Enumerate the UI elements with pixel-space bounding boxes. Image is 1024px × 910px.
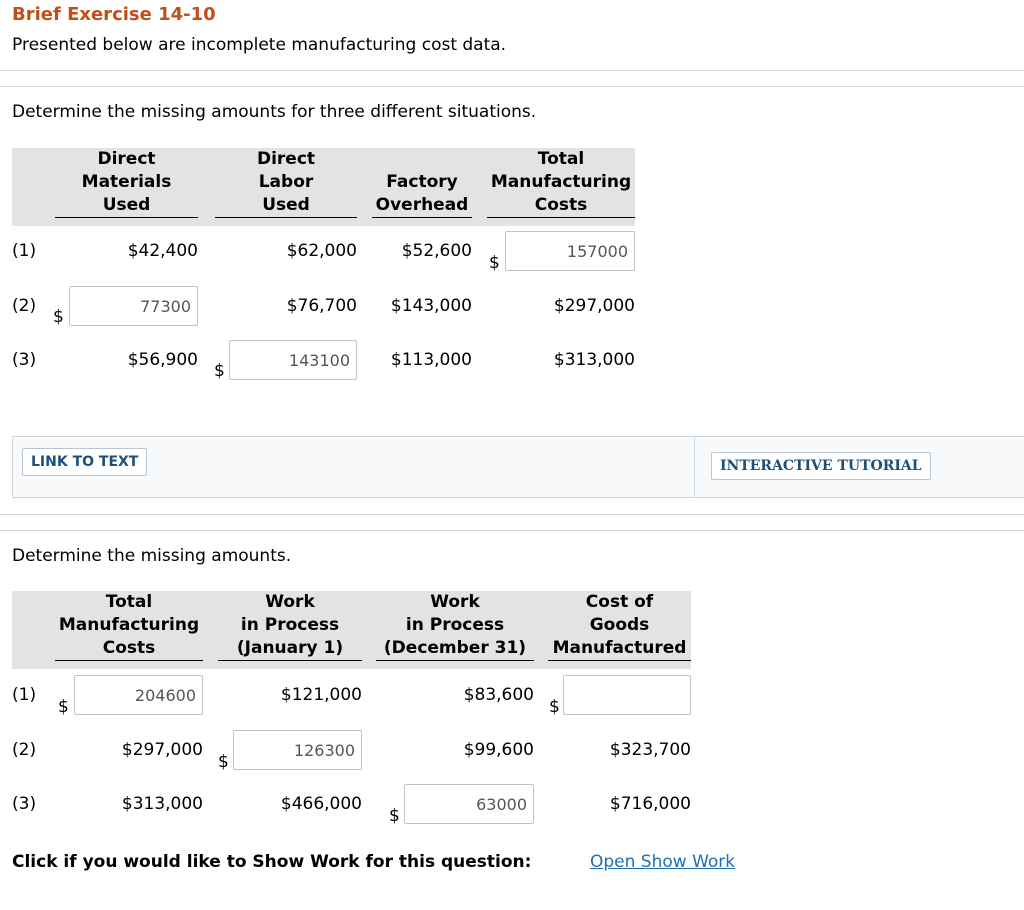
part2-prompt: Determine the missing amounts. [12, 546, 292, 566]
total-manufacturing-costs-value: $297,000 [121, 740, 203, 760]
dollar-sign: $ [549, 697, 560, 717]
total-manufacturing-costs-value: $297,000 [553, 296, 635, 316]
header-underline [218, 660, 362, 661]
show-work-prompt: Click if you would like to Show Work for this question: [12, 852, 532, 872]
factory-overhead-value: $143,000 [390, 296, 472, 316]
factory-overhead-value: $52,600 [401, 241, 472, 261]
wip-january-value: $466,000 [280, 794, 362, 814]
divider [0, 530, 1024, 531]
row-label: (3) [12, 794, 37, 814]
header-factory-overhead: Factory Overhead [375, 172, 469, 215]
cost-of-goods-manufactured-value: $716,000 [609, 794, 691, 814]
total-manufacturing-costs-input[interactable] [74, 675, 203, 715]
header-underline [215, 217, 357, 218]
divider [0, 514, 1024, 515]
wip-december-value: $99,600 [463, 740, 534, 760]
direct-materials-value: $56,900 [127, 350, 198, 370]
direct-labor-value: $76,700 [286, 296, 357, 316]
row-label: (1) [12, 685, 37, 705]
header-underline [55, 217, 198, 218]
divider [0, 86, 1024, 87]
total-manufacturing-costs-input[interactable] [505, 231, 635, 271]
cost-of-goods-manufactured-value: $323,700 [609, 740, 691, 760]
wip-january-value: $121,000 [280, 685, 362, 705]
part1-prompt: Determine the missing amounts for three different situations. [12, 102, 537, 122]
dollar-sign: $ [489, 253, 500, 273]
wip-december-value: $83,600 [463, 685, 534, 705]
header-underline [487, 217, 635, 218]
wip-december-input[interactable] [404, 784, 534, 824]
total-manufacturing-costs-value: $313,000 [553, 350, 635, 370]
header-cost-of-goods-manufactured: Cost of Goods Manufactured [552, 592, 687, 658]
header-total-manufacturing-costs: Total Manufacturing Costs [58, 592, 200, 658]
dollar-sign: $ [214, 361, 225, 381]
row-label: (3) [12, 350, 37, 370]
link-to-text-button[interactable]: LINK TO TEXT [22, 448, 147, 476]
direct-labor-input[interactable] [229, 340, 357, 380]
header-work-in-process-dec: Work in Process (December 31) [383, 592, 527, 658]
direct-labor-value: $62,000 [286, 241, 357, 261]
factory-overhead-value: $113,000 [390, 350, 472, 370]
dollar-sign: $ [53, 307, 64, 327]
exercise-title: Brief Exercise 14-10 [12, 4, 216, 25]
header-direct-materials-used: Direct Materials Used [81, 149, 172, 215]
row-label: (1) [12, 241, 37, 261]
interactive-tutorial-button[interactable]: INTERACTIVE TUTORIAL [711, 452, 931, 480]
header-direct-labor-used: Direct Labor Used [256, 149, 316, 215]
exercise-subtitle: Presented below are incomplete manufacturing cost data. [12, 35, 507, 55]
open-show-work-link[interactable]: Open Show Work [590, 852, 736, 872]
header-work-in-process-jan: Work in Process (January 1) [236, 592, 344, 658]
panel-divider [694, 436, 695, 498]
direct-materials-input[interactable] [69, 286, 198, 326]
total-manufacturing-costs-value: $313,000 [121, 794, 203, 814]
header-underline [55, 660, 203, 661]
header-underline [376, 660, 534, 661]
dollar-sign: $ [218, 752, 229, 772]
wip-january-input[interactable] [233, 730, 362, 770]
header-underline [372, 217, 472, 218]
row-label: (2) [12, 296, 37, 316]
cost-of-goods-manufactured-input[interactable] [563, 675, 691, 715]
row-label: (2) [12, 740, 37, 760]
direct-materials-value: $42,400 [127, 241, 198, 261]
divider [0, 70, 1024, 71]
dollar-sign: $ [389, 806, 400, 826]
dollar-sign: $ [58, 697, 69, 717]
header-total-manufacturing-costs: Total Manufacturing Costs [490, 149, 632, 215]
header-underline [548, 660, 691, 661]
